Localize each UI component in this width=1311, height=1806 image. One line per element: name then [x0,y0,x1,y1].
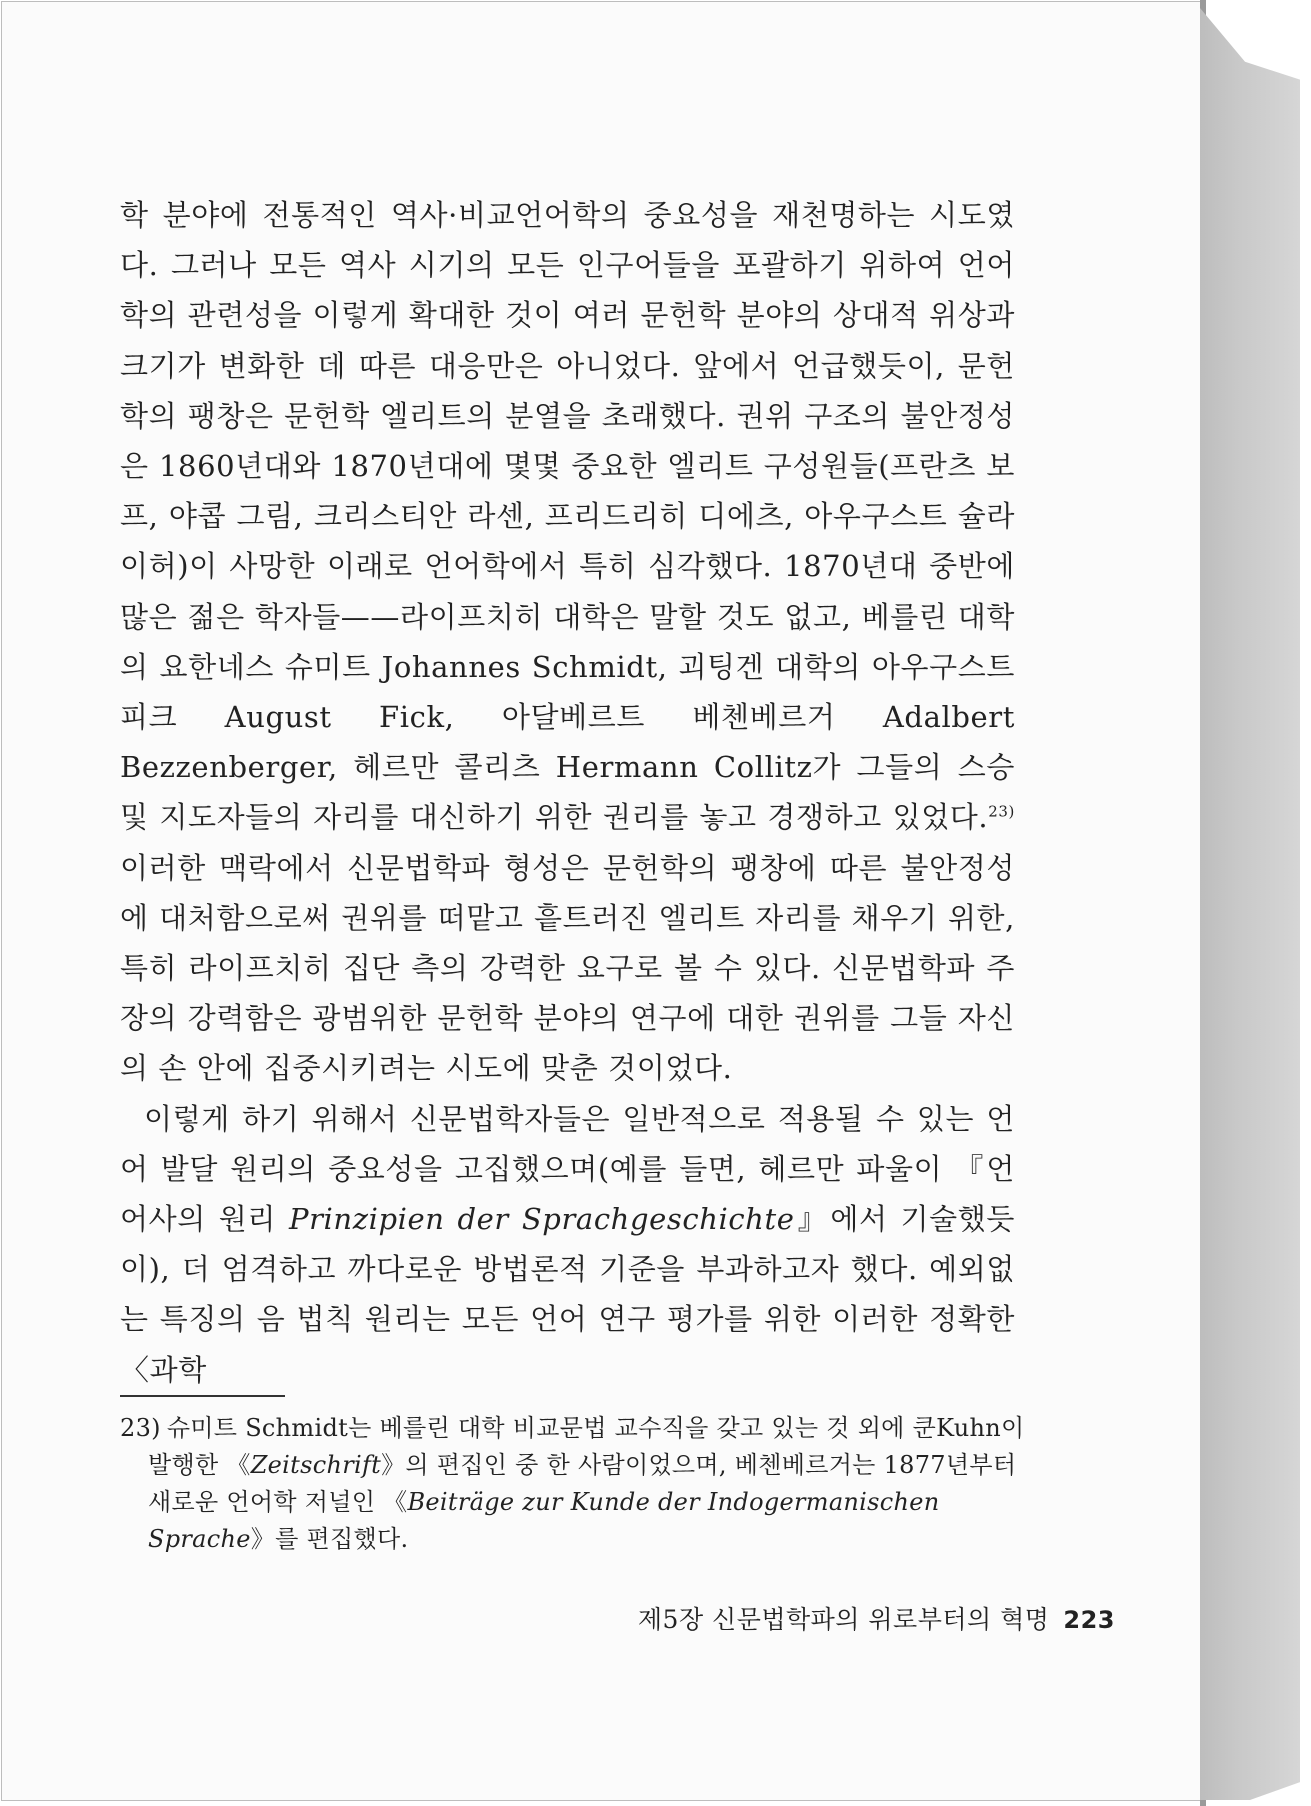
chapter-title: 제5장 신문법학파의 위로부터의 혁명 [637,1605,1050,1634]
paragraph-2-text-a: 이렇게 하기 위해서 신문법학자들은 일반적으로 적용될 수 있는 언어 발달 원리의 중요성을 고집했으며(예를 들면, 헤르만 파울이 『언어사의 원리 [120,1101,1015,1237]
page-number: 223 [1063,1606,1115,1634]
footnote-italic-2: Beiträge zur Kunde der Indogermanischen Sprache [148,1488,940,1553]
footnote-number: 23) [120,1414,161,1442]
footnote-divider [120,1395,285,1397]
footnote-text-c: 》를 편집했다. [250,1525,409,1553]
footnote-italic-1: Zeitschrift [250,1451,382,1479]
paragraph-1-text-a: 학 분야에 전통적인 역사·비교언어학의 중요성을 재천명하는 시도였다. 그러나 모든 역사 시기의 모든 인구어들을 포괄하기 위하여 언어학의 관련성을 이렇게 확대한 것이 여러 문헌학 분야의 상대적 위상과 크기가 변화한 데 따른 대응만은 아니었다. 앞에서 언급했듯이, 문헌학의 팽창은 문헌학 엘리트의 분열을 초래했다. 권위 구조의 불안정성은 1860년대와 1870년대에 몇몇 중요한 엘리트 구성원들(프란츠 보프, 야콥 그림, 크리스티안 라센, 프리드리히 디에츠, 아우구스트 슐라이허)이 사망한 이래로 언어학에서 특히 심각했다. 1870년대 중반에 많은 젊은 학자들——라이프치히 대학은 말할 것도 없고, 베를린 대학의 요한네스 슈미트 Johannes Schmidt, 괴팅겐 대학의 아우구스트 피크 August Fick, 아달베르트 베첸베르거 Adalbert Bezzenberger, 헤르만 콜리츠 Hermann Collitz가 그들의 스승 및 지도자들의 자리를 대신하기 위한 권리를 놓고 경쟁하고 있었다. [120,198,1015,835]
paragraph-1 [120,190,1015,1094]
footnote-23 [120,1410,1043,1558]
body-text [120,190,1015,1395]
running-footer [638,1600,1115,1636]
paragraph-2-text-b: 』에서 기술했듯이), 더 엄격하고 까다로운 방법론적 기준을 부과하고자 했다. 예외없는 특징의 음 법칙 원리는 모든 언어 연구 평가를 위한 이러한 정확한 〈과학 [120,1202,1015,1387]
paragraph-2-italic-title: Prinzipien der Sprachgeschichte [288,1202,795,1237]
page-stack-shadow [1200,8,1300,1800]
paragraph-1-text-b: 이러한 맥락에서 신문법학파 형성은 문헌학의 팽창에 따른 불안정성에 대처함으로써 권위를 떠맡고 흩트러진 엘리트 자리를 채우기 위한, 특히 라이프치히 집단 측의 강력한 요구로 볼 수 있다. 신문법학파 주장의 강력함은 광범위한 문헌학 분야의 연구에 대한 권위를 그들 자신의 손 안에 집중시키려는 시도에 맞춘 것이었다. [120,850,1015,1086]
footnote-text-b: 》의 편집인 중 한 사람이었으며, 베첸베르거는 1877년부터 새로운 언어학 저널인 《 [148,1451,1017,1516]
paragraph-2 [120,1094,1015,1395]
footnote-text-a: 슈미트 Schmidt는 베를린 대학 비교문법 교수직을 갖고 있는 것 외에 쿤Kuhn이 발행한 《 [148,1414,1025,1479]
footnote-reference: 23) [988,802,1015,821]
